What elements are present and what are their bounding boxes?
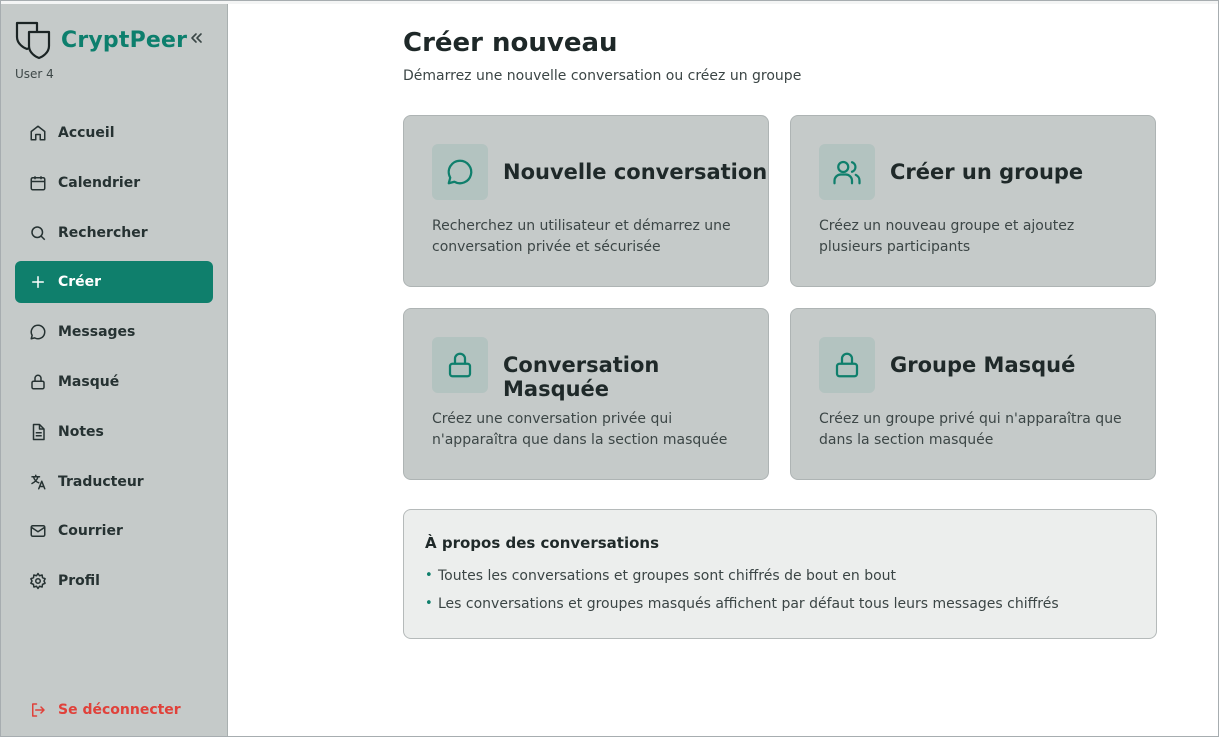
list-item: • Toutes les conversations et groupes sont chiffrés de bout en bout <box>425 568 897 584</box>
sidebar-item-label: Traducteur <box>58 473 144 490</box>
about-list <box>425 568 1059 624</box>
hidden-conversation-card[interactable] <box>403 308 769 480</box>
sidebar-item-label: Rechercher <box>58 224 148 241</box>
sidebar-item-label: Créer <box>58 274 102 291</box>
calendar-icon <box>29 174 47 192</box>
page-subtitle: Démarrez une nouvelle conversation ou créez un groupe <box>403 68 802 84</box>
sidebar-item-masque[interactable] <box>15 361 213 403</box>
sidebar-nav <box>15 112 213 610</box>
card-description: Recherchez un utilisateur et démarrez une conversation privée et sécurisée <box>432 218 731 255</box>
logout-label: Se déconnecter <box>58 702 181 718</box>
card-description: Créez un nouveau groupe et ajoutez plusieurs participants <box>819 218 1075 255</box>
sidebar-item-label: Profil <box>58 573 100 590</box>
sidebar-item-profil[interactable] <box>15 560 213 602</box>
sidebar-item-label: Calendrier <box>58 174 141 191</box>
sidebar-item-messages[interactable] <box>15 311 213 353</box>
page-title: Créer nouveau <box>403 28 618 58</box>
home-icon <box>29 124 47 142</box>
gear-icon <box>29 572 47 590</box>
list-item: • Les conversations et groupes masqués affichent par défaut tous leurs messages chiffrés <box>425 596 1059 612</box>
sidebar-item-creer[interactable] <box>15 261 213 303</box>
sidebar-item-accueil[interactable] <box>15 112 213 154</box>
sidebar-item-notes[interactable] <box>15 411 213 453</box>
current-user: User 4 <box>15 67 54 81</box>
about-title: À propos des conversations <box>425 534 660 552</box>
lock-icon <box>445 350 475 380</box>
card-description: Créez un groupe privé qui n'apparaîtra que dans la section masquée <box>819 411 1122 448</box>
bullet-icon: • <box>425 568 433 583</box>
sidebar-item-courrier[interactable] <box>15 510 213 552</box>
lock-icon <box>832 350 862 380</box>
cryptpeer-logo-icon <box>15 20 53 60</box>
sidebar-item-traducteur[interactable] <box>15 461 213 503</box>
sidebar-item-label: Masqué <box>58 373 120 390</box>
message-icon <box>29 323 47 341</box>
sidebar-item-label: Messages <box>58 324 136 341</box>
logout-button[interactable] <box>29 701 181 719</box>
about-conversations-panel <box>403 509 1157 639</box>
card-title: Conversation Masquée <box>503 353 660 401</box>
card-title: Créer un groupe <box>890 160 1084 184</box>
logout-icon <box>29 701 47 719</box>
search-icon <box>29 224 47 242</box>
card-description: Créez une conversation privée qui n'apparaîtra que dans la section masquée <box>432 411 728 448</box>
sidebar-item-label: Notes <box>58 423 104 440</box>
sidebar-item-label: Accueil <box>58 125 115 141</box>
lock-icon <box>29 373 47 391</box>
sidebar-item-label: Courrier <box>58 523 123 540</box>
create-group-card[interactable] <box>790 115 1156 287</box>
bullet-icon: • <box>425 596 433 611</box>
plus-icon <box>29 273 47 291</box>
hidden-group-card[interactable] <box>790 308 1156 480</box>
document-icon <box>29 423 47 441</box>
mail-icon <box>29 522 47 540</box>
card-title: Groupe Masqué <box>890 353 1076 377</box>
message-icon <box>445 157 475 187</box>
collapse-sidebar-button[interactable] <box>189 30 203 49</box>
sidebar-item-rechercher[interactable] <box>15 212 213 254</box>
sidebar <box>1 4 228 737</box>
chevrons-left-icon <box>189 31 203 45</box>
brand-name: CryptPeer <box>61 28 188 53</box>
users-icon <box>832 157 862 187</box>
sidebar-item-calendrier[interactable] <box>15 162 213 204</box>
card-title: Nouvelle conversation <box>503 160 768 184</box>
translate-icon <box>29 473 47 491</box>
new-conversation-card[interactable] <box>403 115 769 287</box>
